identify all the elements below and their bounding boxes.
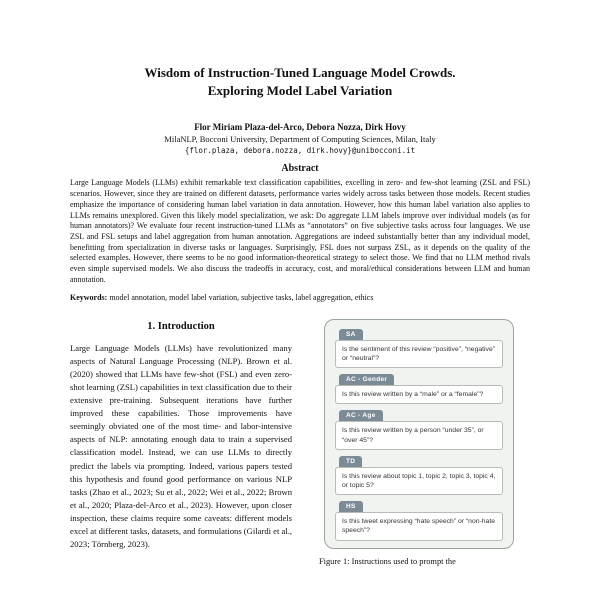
- abstract-heading: Abstract: [281, 163, 319, 175]
- two-column-body: [70, 315, 530, 567]
- author-emails: {flor.plaza, debora.nozza, dirk.hovy}@unibocconi.it: [184, 146, 416, 156]
- affiliation-line: MilaNLP, Bocconi University, Department of Computing Sciences, Milan, Italy: [164, 134, 436, 145]
- task-box-td: [335, 456, 503, 495]
- figure-1-caption: [319, 557, 519, 568]
- section-1-heading: 1. Introduction: [147, 320, 215, 332]
- paper-title-line1: Wisdom of Instruction-Tuned Language Model Crowds.: [144, 65, 456, 80]
- introduction-paragraph: Large Language Models (LLMs) have revolutionized many aspects of Natural Language Processing (NLP). Brown et al. (2020) showed that LLMs have few-shot (FSL) and even zero-shot learning (ZSL) capabilities in text classification due to their extensive pre-training. Subsequent iterations have further improved these capabilities. Those improvements have seemingly obviated one of the most time- and labor-intensive aspects of NLP: annotating enough data to train a supervised classification model. Instead, we can use LLMs to directly predict the labels via prompting. Indeed, various papers tested this hypothesis and found good performance on various NLP tasks (Zhao et al., 2023; Su et al., 2022; Wei et al., 2022; Brown et al., 2020; Plaza-del-Arco et al., 2023). However, upon closer inspection, these claims require some caveats: different models excel at different tasks, datasets, and formulations (Gilardi et al., 2023; Törnberg, 2023).: [70, 342, 293, 549]
- task-question: Is this tweet expressing “hate speech” or “non-hate speech”?: [335, 512, 503, 540]
- task-box-ac-gender: [335, 374, 503, 404]
- task-question: Is the sentiment of this review “positive”, “negative” or “neutral”?: [335, 340, 503, 368]
- task-label-chip: SA: [339, 329, 363, 340]
- task-box-ac-age: [335, 410, 503, 449]
- task-question: Is this review written by a person “under 35”, or “over 45”?: [335, 421, 503, 449]
- abstract-text: Large Language Models (LLMs) exhibit remarkable text classification capabilities, excelling in zero- and few-shot learning (ZSL and FSL) scenarios. However, since they are trained on different datasets, performance varies widely across tasks between those models. Recent studies emphasize the importance of considering human label variation in data annotation. However, how this human label variation also applies to LLMs remains unexplored. Given this likely model specialization, we ask: Do aggregate LLM labels improve over individual models (as for human annotators)? We evaluate four recent instruction-tuned LLMs as “annotators” on five subjective tasks across four languages. We use ZSL and FSL setups and label aggregation from human annotation. Aggregations are indeed substantially better than any individual model, benefitting from specialization in diverse tasks or languages. Surprisingly, FSL does not surpass ZSL, as it depends on the quality of the selected examples. However, there seems to be no good information-theoretical strategy to select those. We find that no LLM method rivals even simple supervised models. We also discuss the tradeoffs in accuracy, cost, and moral/ethical considerations between LLM and human annotation.: [70, 178, 530, 284]
- keywords-line: [70, 293, 530, 303]
- task-label-chip: TD: [339, 456, 362, 467]
- authors-line: Flor Miriam Plaza-del-Arco, Debora Nozza, Dirk Hovy: [194, 122, 406, 133]
- task-label-chip: AC - Gender: [339, 374, 394, 385]
- figure-1: [308, 315, 530, 567]
- task-label-chip: HS: [339, 501, 363, 512]
- prompt-instructions-panel: [324, 319, 514, 549]
- task-question: Is this review written by a “male” or a “female”?: [335, 385, 503, 404]
- figure-caption-text: Instructions used to prompt the: [349, 556, 456, 566]
- paper-title-line2: Exploring Model Label Variation: [207, 83, 393, 99]
- task-box-sa: [335, 329, 503, 368]
- keywords-text: model annotation, model label variation, subjective tasks, label aggregation, ethics: [107, 292, 374, 302]
- task-box-hs: [335, 501, 503, 540]
- task-question: Is this review about topic 1, topic 2, topic 3, topic 4, or topic 5?: [335, 467, 503, 495]
- paper-title: [70, 64, 530, 100]
- left-column: [70, 315, 292, 551]
- figure-caption-label: Figure 1:: [319, 556, 350, 566]
- task-label-chip: AC - Age: [339, 410, 383, 421]
- keywords-label: Keywords:: [70, 292, 108, 302]
- right-column: [308, 315, 530, 567]
